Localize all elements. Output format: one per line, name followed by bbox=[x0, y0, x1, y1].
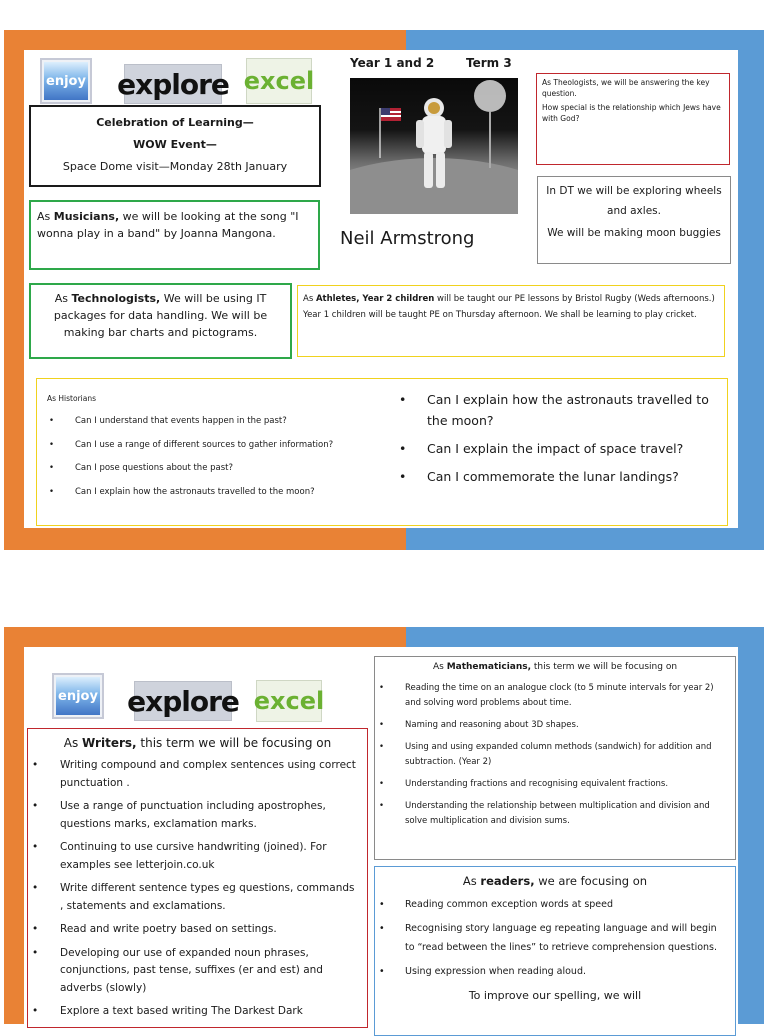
readers-bold: readers, bbox=[480, 874, 535, 888]
historians-heading: As Historians bbox=[47, 394, 97, 403]
enjoy-logo-text: enjoy bbox=[46, 73, 86, 89]
readers-suffix: we are focusing on bbox=[534, 874, 648, 888]
technologists-prefix: As bbox=[54, 292, 72, 305]
writers-item: • Use a range of punctuation including apostrophes, questions marks, exclamation marks. bbox=[28, 798, 359, 833]
dt-line1: In DT we will be exploring wheels and axles. bbox=[546, 185, 722, 217]
readers-item: • Reading common exception words at speed bbox=[375, 895, 729, 914]
enjoy-logo bbox=[40, 58, 92, 104]
excel-logo bbox=[243, 58, 315, 104]
historians-box bbox=[36, 378, 728, 526]
mathematicians-list bbox=[375, 681, 735, 829]
writers-item: • Writing compound and complex sentences using correct punctuation . bbox=[28, 757, 359, 792]
mathematicians-item: • Using and using expanded column methods (sandwich) for addition and subtraction. (Year 2) bbox=[375, 740, 729, 770]
historians-big-item: • Can I explain how the astronauts travelled to the moon? bbox=[395, 389, 715, 431]
explore-logo-text: explore bbox=[117, 67, 229, 101]
musicians-text: we will be looking at the song "I wonna play in a band" by Joanna Mangona. bbox=[37, 210, 299, 240]
dt-line2: We will be making moon buggies bbox=[547, 227, 721, 239]
readers-box bbox=[374, 866, 736, 1036]
enjoy-logo-text: enjoy bbox=[58, 688, 98, 704]
historians-big-item: • Can I commemorate the lunar landings? bbox=[395, 466, 715, 487]
writers-item: • Read and write poetry based on settings. bbox=[28, 921, 359, 939]
theologists-box bbox=[536, 73, 730, 165]
historians-item: • Can I pose questions about the past? bbox=[45, 457, 385, 481]
theologists-line2: How special is the relationship which Jews have with God? bbox=[542, 103, 721, 123]
musicians-prefix: As bbox=[37, 210, 54, 223]
explore-logo bbox=[127, 681, 239, 721]
musicians-box bbox=[29, 200, 320, 270]
historians-item: • Can I use a range of different sources to gather information? bbox=[45, 434, 385, 458]
celebration-line1: Celebration of Learning— bbox=[96, 116, 254, 129]
technologists-box bbox=[29, 283, 292, 359]
historians-list bbox=[45, 410, 385, 504]
mathematicians-item: • Understanding the relationship between multiplication and division and solve multiplication and division sums. bbox=[375, 799, 729, 829]
writers-item: • Continuing to use cursive handwriting (joined). For examples see letterjoin.co.uk bbox=[28, 839, 359, 874]
mathematicians-box bbox=[374, 656, 736, 860]
writers-item: • Write different sentence types eg questions, commands , statements and exclamations. bbox=[28, 880, 359, 915]
year-label: Year 1 and 2 bbox=[350, 56, 435, 70]
term-label: Term 3 bbox=[466, 56, 512, 70]
mathematicians-bold: Mathematicians, bbox=[446, 662, 532, 672]
athletes-bold: Athletes, Year 2 children bbox=[315, 294, 435, 304]
technologists-bold: Technologists, bbox=[71, 292, 161, 305]
explore-logo-text: explore bbox=[127, 684, 239, 718]
mathematicians-item: • Understanding fractions and recognising equivalent fractions. bbox=[375, 777, 729, 792]
writers-item: • Developing our use of expanded noun phrases, conjunctions, past tense, suffixes (er and est) and adverbs (slowly) bbox=[28, 945, 359, 998]
moon-scene-illustration bbox=[350, 78, 518, 214]
excel-logo bbox=[253, 680, 325, 722]
athletes-box bbox=[297, 285, 725, 357]
writers-suffix: this term we will be focusing on bbox=[136, 736, 332, 750]
historians-big-item: • Can I explain the impact of space travel? bbox=[395, 438, 715, 459]
technologists-text: We will be using IT packages for data handling. We will be making bar charts and pictograms. bbox=[53, 292, 268, 339]
flag-icon bbox=[380, 108, 401, 158]
dt-box bbox=[537, 176, 731, 264]
celebration-line2: WOW Event— bbox=[133, 138, 217, 151]
readers-heading bbox=[375, 867, 735, 895]
writers-list bbox=[28, 757, 367, 1021]
mathematicians-suffix: this term we will be focusing on bbox=[531, 662, 678, 672]
writers-bold: Writers, bbox=[82, 736, 137, 750]
readers-item: • Using expression when reading aloud. bbox=[375, 962, 729, 981]
musicians-bold: Musicians, bbox=[53, 210, 120, 223]
historians-big-list bbox=[395, 389, 715, 487]
celebration-line3: Space Dome visit—Monday 28th January bbox=[62, 160, 288, 173]
mathematicians-heading bbox=[375, 657, 735, 677]
athletes-text: will be taught our PE lessons by Bristol Rugby (Weds afternoons.) Year 1 children will be taught PE on Thursday afternoon. We shall be learning to play cricket. bbox=[303, 294, 715, 320]
theologists-line1: As Theologists, we will be answering the key question. bbox=[542, 78, 710, 98]
celebration-box bbox=[29, 105, 321, 187]
photo-caption: Neil Armstrong bbox=[340, 228, 475, 249]
astronaut-photo bbox=[350, 78, 518, 214]
enjoy-logo bbox=[52, 673, 104, 719]
writers-prefix: As bbox=[63, 736, 83, 750]
mathematicians-prefix: As bbox=[432, 662, 447, 672]
athletes-prefix: As bbox=[303, 294, 316, 304]
excel-logo-text: excel bbox=[253, 687, 325, 715]
historians-item: • Can I explain how the astronauts travelled to the moon? bbox=[45, 481, 385, 505]
writers-heading bbox=[28, 729, 367, 757]
spelling-heading: To improve our spelling, we will bbox=[468, 989, 642, 1002]
excel-logo-text: excel bbox=[243, 67, 315, 95]
mathematicians-item: • Naming and reasoning about 3D shapes. bbox=[375, 718, 729, 733]
readers-prefix: As bbox=[462, 874, 481, 888]
historians-item: • Can I understand that events happen in the past? bbox=[45, 410, 385, 434]
writers-box bbox=[27, 728, 368, 1028]
mathematicians-item: • Reading the time on an analogue clock (to 5 minute intervals for year 2) and solving word problems about time. bbox=[375, 681, 729, 711]
explore-logo bbox=[117, 64, 229, 104]
antenna-dish bbox=[474, 80, 506, 168]
readers-list bbox=[375, 895, 735, 981]
writers-item: • Explore a text based writing The Darkest Dark bbox=[28, 1003, 359, 1021]
readers-item: • Recognising story language eg repeating language and will begin to “read between the lines” to retrieve comprehension questions. bbox=[375, 919, 729, 957]
